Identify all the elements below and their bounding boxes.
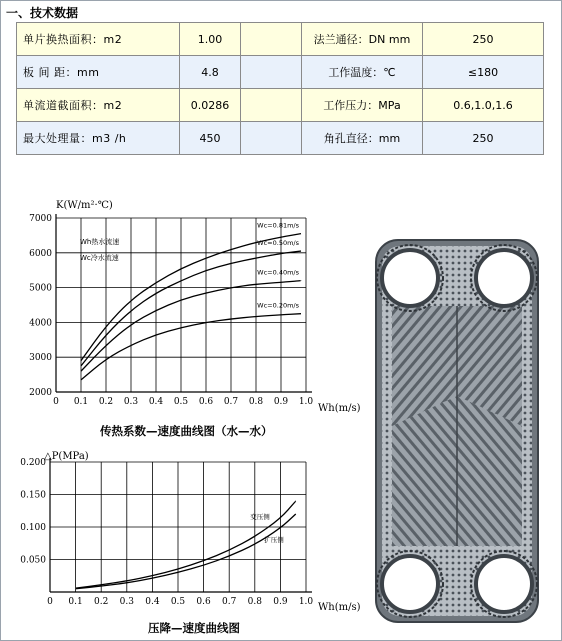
spec-value: 1.00 bbox=[180, 23, 241, 56]
x-tick-label: 0.9 bbox=[273, 397, 289, 407]
chart1-legend-hot: Wh热水流速 bbox=[80, 238, 120, 246]
series-label: 变压侧 bbox=[250, 513, 270, 521]
x-tick-label: 0.2 bbox=[94, 597, 109, 607]
spec-label: 单流道截面积：m2 bbox=[17, 89, 180, 122]
spec-value: 450 bbox=[180, 122, 241, 155]
spec-label: 板 间 距：mm bbox=[17, 56, 180, 89]
x-tick-label: 0.4 bbox=[148, 397, 164, 407]
x-tick-label: 0.3 bbox=[119, 597, 134, 607]
spec-value: 250 bbox=[423, 23, 544, 56]
x-tick-label: 0.7 bbox=[222, 597, 237, 607]
y-tick-label: 5000 bbox=[29, 283, 52, 294]
y-tick-label: 6000 bbox=[29, 248, 52, 259]
y-tick-label: 3000 bbox=[29, 353, 52, 364]
chart1-xlabel: Wh(m/s) bbox=[318, 403, 361, 414]
table-row bbox=[17, 89, 544, 122]
x-tick-label: 1.0 bbox=[298, 397, 314, 407]
x-tick-label: 1.0 bbox=[298, 597, 314, 607]
section-title: 一、技术数据 bbox=[6, 6, 79, 20]
spec-label: 法兰通径：DN mm bbox=[302, 23, 423, 56]
spec-table bbox=[16, 22, 544, 155]
x-tick-label: 0.7 bbox=[223, 397, 239, 407]
x-tick-label: 0.4 bbox=[145, 597, 160, 607]
y-tick-label: 7000 bbox=[29, 214, 52, 224]
spec-label: 工作压力：MPa bbox=[302, 89, 423, 122]
x-tick-label: 0.9 bbox=[273, 597, 288, 607]
x-tick-label: 0.8 bbox=[247, 597, 262, 607]
x-tick-label: 0.5 bbox=[173, 397, 189, 407]
spec-blank bbox=[241, 23, 302, 56]
spec-label: 工作温度：℃ bbox=[302, 56, 423, 89]
spec-value: 0.6,1.0,1.6 bbox=[423, 89, 544, 122]
chart1-legend-cold: Wc冷水流速 bbox=[80, 254, 119, 262]
spec-blank bbox=[241, 56, 302, 89]
x-tick-label: 0.1 bbox=[68, 597, 83, 607]
spec-value: ≤180 bbox=[423, 56, 544, 89]
spec-label: 单片换热面积：m2 bbox=[17, 23, 180, 56]
heat-transfer-chart bbox=[8, 196, 361, 426]
spec-value: 250 bbox=[423, 122, 544, 155]
spec-blank bbox=[241, 122, 302, 155]
x-tick-label: 0.6 bbox=[196, 597, 211, 607]
pressure-drop-chart bbox=[8, 448, 361, 628]
chart2-title: 压降—速度曲线图 bbox=[148, 621, 240, 635]
chart1-title: 传热系数—速度曲线图（水—水） bbox=[100, 424, 273, 438]
series-label: Wc=0.40m/s bbox=[257, 268, 299, 277]
x-tick-label: 0.2 bbox=[98, 397, 114, 407]
spec-value: 4.8 bbox=[180, 56, 241, 89]
y-tick-label: 0.100 bbox=[20, 523, 46, 533]
chart2-ylabel: △P(MPa) bbox=[44, 451, 89, 462]
x-tick-label: 0 bbox=[53, 397, 59, 407]
x-tick-label: 0.6 bbox=[198, 397, 214, 407]
series-label: Wc=0.20m/s bbox=[257, 301, 299, 310]
series-line bbox=[76, 514, 296, 589]
spec-label: 最大处理量：m3 /h bbox=[17, 122, 180, 155]
y-tick-label: 0.150 bbox=[20, 490, 46, 501]
spec-value: 0.0286 bbox=[180, 89, 241, 122]
x-tick-label: 0.5 bbox=[170, 597, 186, 607]
heat-exchanger-plate-image bbox=[372, 236, 542, 626]
x-tick-label: 0.1 bbox=[73, 397, 89, 407]
spec-label: 角孔直径：mm bbox=[302, 122, 423, 155]
series-line bbox=[81, 314, 301, 380]
table-row bbox=[17, 56, 544, 89]
series-label: 扩压侧 bbox=[264, 536, 284, 544]
y-tick-label: 2000 bbox=[29, 388, 52, 398]
chart2-xlabel: Wh(m/s) bbox=[318, 602, 361, 613]
x-tick-label: 0.3 bbox=[123, 397, 139, 407]
x-tick-label: 0.8 bbox=[248, 397, 264, 407]
y-tick-label: 0.050 bbox=[20, 555, 46, 566]
table-row bbox=[17, 122, 544, 155]
series-label: Wc=0.81m/s bbox=[257, 221, 299, 230]
series-label: Wc=0.50m/s bbox=[257, 239, 299, 248]
spec-blank bbox=[241, 89, 302, 122]
table-row bbox=[17, 23, 544, 56]
y-tick-label: 4000 bbox=[29, 318, 52, 329]
y-tick-label: 0.200 bbox=[20, 458, 46, 468]
chart1-ylabel: K(W/m²·℃) bbox=[56, 200, 113, 211]
x-tick-label: 0 bbox=[47, 597, 53, 607]
